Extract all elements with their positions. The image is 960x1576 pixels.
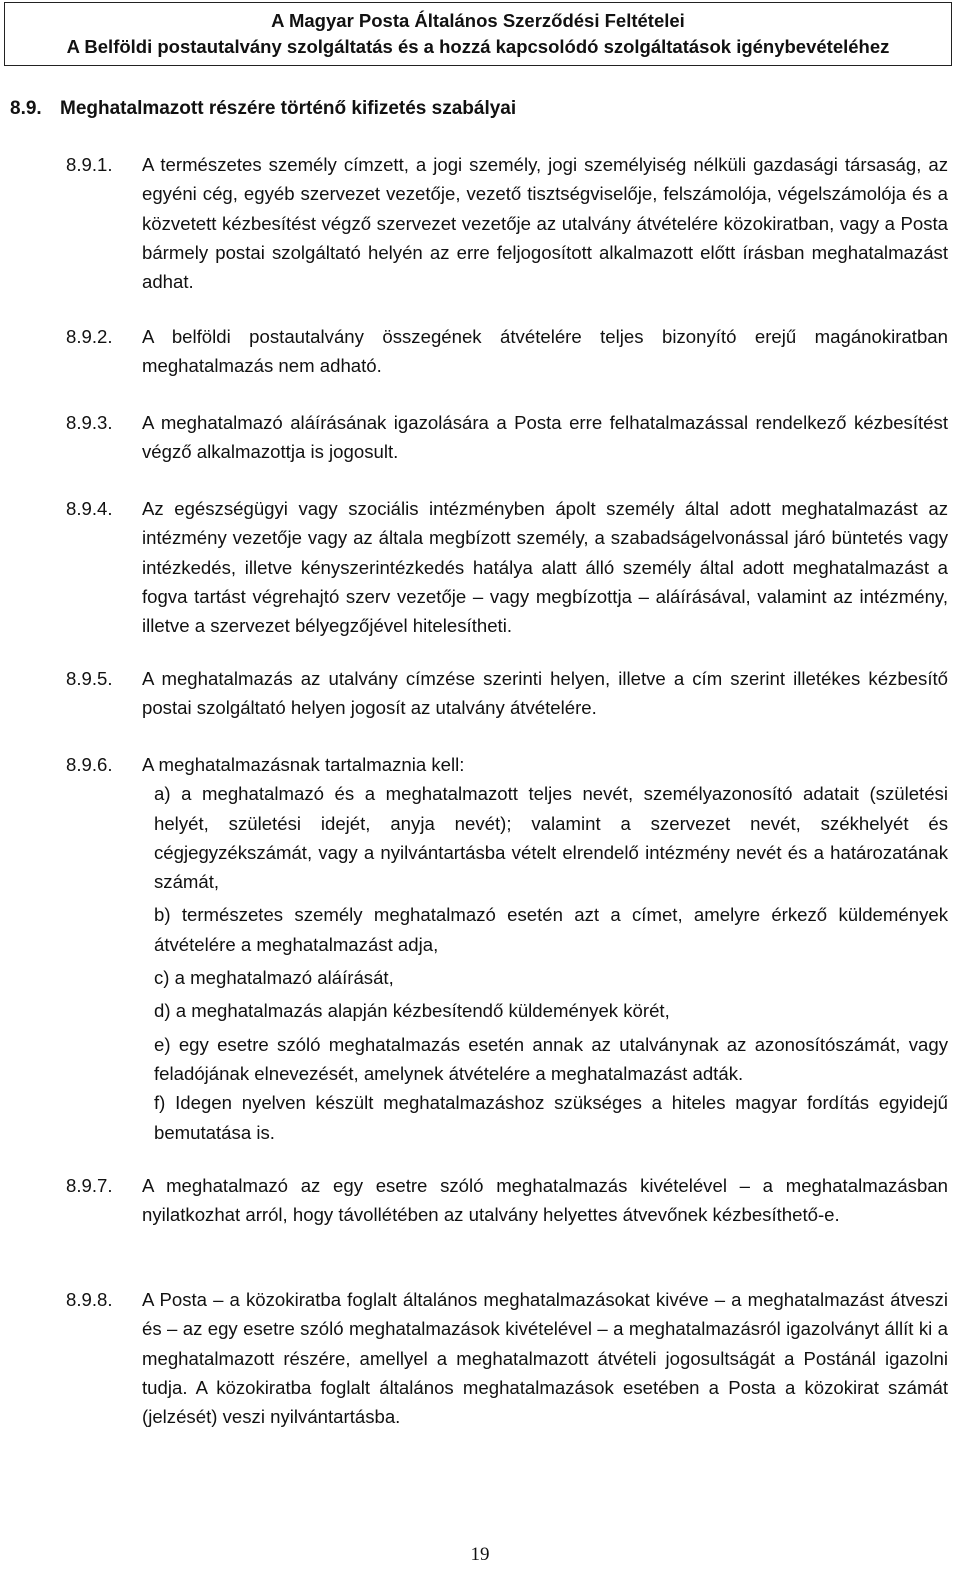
paragraph-text: A meghatalmazó aláírásának igazolására a Posta erre felhatalmazással rendelkező kézbesítést végző alkalmazottja is jogosult. xyxy=(142,412,948,463)
paragraph-number: 8.9.4. xyxy=(66,498,113,519)
paragraph-8-9-6 xyxy=(66,750,948,1147)
paragraph-number: 8.9.2. xyxy=(66,326,113,347)
paragraph-text: A természetes személy címzett, a jogi személy, jogi személyiség nélküli gazdasági társaság, az egyéni cég, egyéb szervezet vezetője, vezető tisztségviselője, felszámolója, végelszámolója és a közvetett kézbesítést végző szervezet vezetője az utalvány átvételére közokiratban, vagy a Posta bármely postai szolgáltató helyén az erre feljogosított alkalmazott előtt írásban meghatalmazást adhat. xyxy=(142,154,948,293)
paragraph-8-9-2 xyxy=(66,322,948,381)
header-subtitle: A Belföldi postautalvány szolgáltatás és a hozzá kapcsolódó szolgáltatások igénybevételéhez xyxy=(66,36,890,57)
paragraph-text: A meghatalmazó az egy esetre szóló meghatalmazás kivételével – a meghatalmazásban nyilatkozhat arról, hogy távollétében az utalvány helyettes átvevőnek kézbesíthető-e. xyxy=(142,1175,948,1226)
paragraph-text: A meghatalmazás az utalvány címzése szerinti helyen, illetve a cím szerint illetékes kézbesítő postai szolgáltató helyen jogosít az utalvány átvételére. xyxy=(142,668,948,719)
paragraph-number: 8.9.6. xyxy=(66,754,113,775)
section-number: 8.9. xyxy=(10,98,42,119)
paragraph-text: A meghatalmazásnak tartalmaznia kell: xyxy=(142,754,465,775)
paragraph-text: A belföldi postautalvány összegének átvételére teljes bizonyító erejű magánokiratban meghatalmazás nem adható. xyxy=(142,326,948,377)
paragraph-number: 8.9.7. xyxy=(66,1175,113,1196)
paragraph-8-9-4 xyxy=(66,494,948,640)
header-title: A Magyar Posta Általános Szerződési Feltételei xyxy=(271,10,685,31)
paragraph-number: 8.9.8. xyxy=(66,1289,113,1310)
paragraph-number: 8.9.5. xyxy=(66,668,113,689)
requirement-item-f: f) Idegen nyelven készült meghatalmazáshoz szükséges a hiteles magyar fordítás egyidejű bemutatása is. xyxy=(154,1092,948,1143)
section-title: Meghatalmazott részére történő kifizetés szabályai xyxy=(60,98,517,119)
paragraph-text: Az egészségügyi vagy szociális intézményben ápolt személy által adott meghatalmazást az intézmény vezetője vagy az általa megbízott személy, a szabadságelvonással járó büntetés vagy intézkedés, illetve kényszerintézkedés hatálya alatt álló személy által adott meghatalmazást a fogva tartást végrehajtó szerv vezetője – vagy megbízottja – aláírásával, valamint az intézmény, illetve a szervezet bélyegzőjével hitelesítheti. xyxy=(142,498,948,637)
paragraph-text: A Posta – a közokiratba foglalt általános meghatalmazásokat kivéve – a meghatalmazást átveszi és – az egy esetre szóló meghatalmazások kivételével – a meghatalmazásról igazolványt állít ki a meghatalmazott részére, amellyel a meghatalmazott átvételi jogosultságát a Postánál igazolni tudja. A közokiratba foglalt általános meghatalmazások esetében a Posta a közokirat számát (jelzését) veszi nyilvántartásba. xyxy=(142,1289,948,1428)
paragraph-number: 8.9.3. xyxy=(66,412,113,433)
page-number: 19 xyxy=(470,1544,490,1565)
document-header xyxy=(4,2,952,66)
paragraph-number: 8.9.1. xyxy=(66,154,113,175)
paragraph-8-9-1 xyxy=(66,150,948,296)
requirement-item-d: d) a meghatalmazás alapján kézbesítendő küldemények körét, xyxy=(154,1000,670,1022)
paragraph-8-9-7 xyxy=(66,1171,948,1230)
section-heading xyxy=(10,98,516,120)
paragraph-8-9-3 xyxy=(66,408,948,467)
paragraph-8-9-8 xyxy=(66,1285,948,1431)
requirement-item-e: e) egy esetre szóló meghatalmazás esetén annak az utalványnak az azonosítószámát, vagy feladójának elnevezését, amelynek átvételére a meghatalmazást adták. xyxy=(154,1033,948,1084)
requirement-item-a: a) a meghatalmazó és a meghatalmazott teljes nevét, személyazonosító adatait (születési helyét, születési idejét, anyja nevét); valamint a szervezet nevét, székhelyét és cégjegyzékszámát, vagy a nyilvántartásba vételt elrendelő intézmény nevét és a határozatának számát, xyxy=(154,783,948,893)
requirement-item-b: b) természetes személy meghatalmazó esetén azt a címet, amelyre érkező küldemények átvételére a meghatalmazást adja, xyxy=(154,904,948,955)
requirement-item-c: c) a meghatalmazó aláírását, xyxy=(154,967,394,989)
paragraph-8-9-5 xyxy=(66,664,948,723)
